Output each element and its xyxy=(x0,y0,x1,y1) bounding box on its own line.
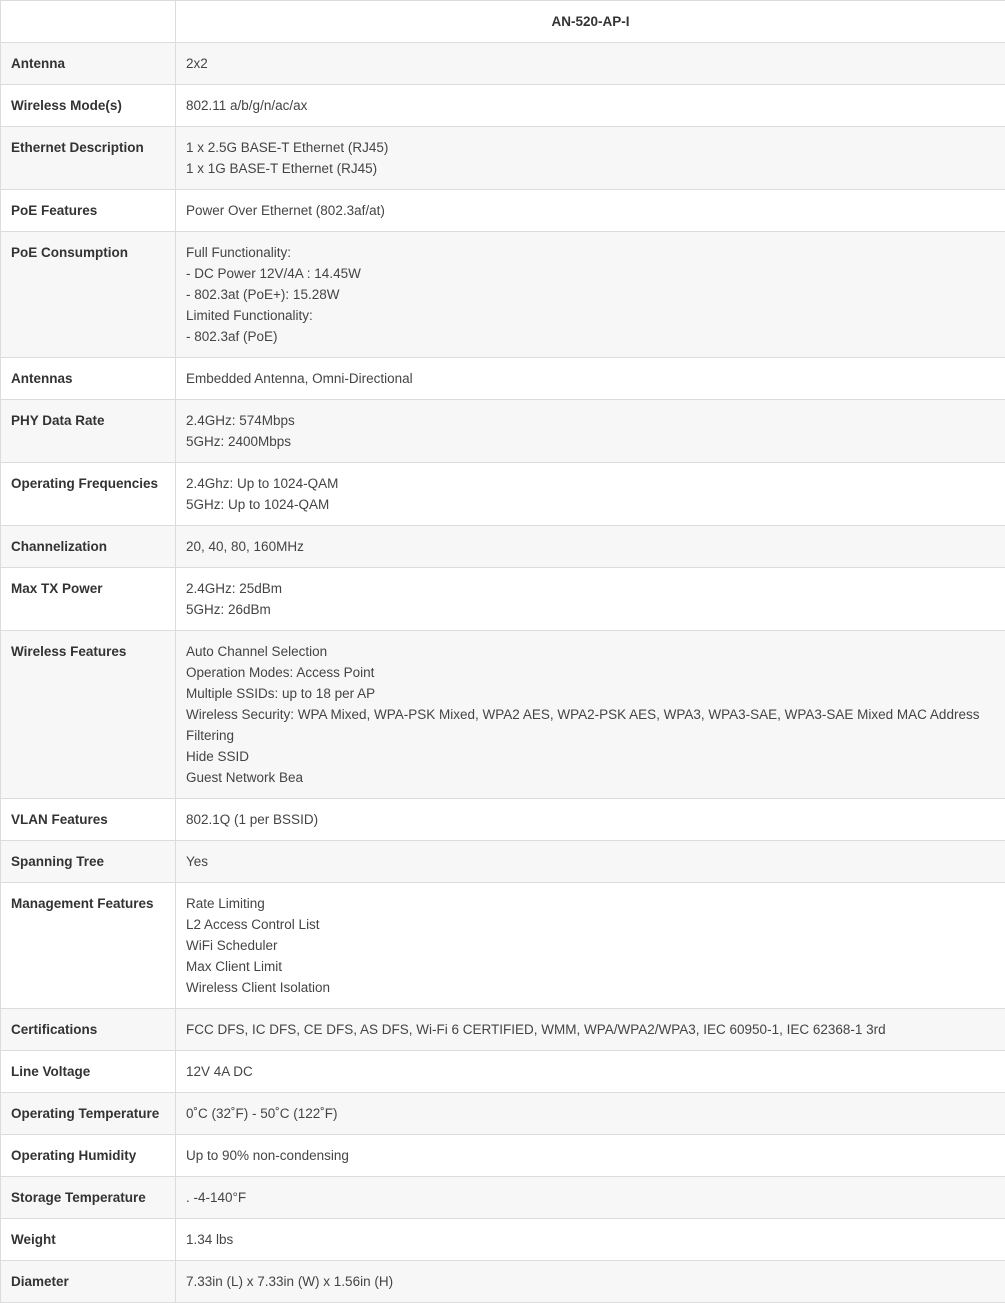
spec-label: Diameter xyxy=(1,1261,176,1303)
spec-value xyxy=(176,1093,1005,1135)
spec-value xyxy=(176,232,1005,358)
table-row xyxy=(1,232,1005,358)
spec-label: Certifications xyxy=(1,1009,176,1051)
spec-value-line: 20, 40, 80, 160MHz xyxy=(186,539,304,554)
table-row xyxy=(1,190,1005,232)
spec-label: Antenna xyxy=(1,43,176,85)
spec-label: Channelization xyxy=(1,526,176,568)
spec-value-line: Operation Modes: Access Point xyxy=(186,665,375,680)
table-row xyxy=(1,841,1005,883)
spec-value-line: Limited Functionality: xyxy=(186,308,313,323)
spec-value-line: 2.4GHz: 574Mbps xyxy=(186,413,295,428)
spec-value-line: 5GHz: 2400Mbps xyxy=(186,434,292,449)
spec-label: VLAN Features xyxy=(1,799,176,841)
spec-value-line: Wireless Client Isolation xyxy=(186,980,331,995)
spec-value xyxy=(176,799,1005,841)
spec-value-line: Rate Limiting xyxy=(186,896,265,911)
spec-value-line: 1 x 2.5G BASE-T Ethernet (RJ45) xyxy=(186,140,389,155)
spec-value-line: FCC DFS, IC DFS, CE DFS, AS DFS, Wi-Fi 6 CERTIFIED, WMM, WPA/WPA2/WPA3, IEC 60950-1, IEC 62368-1 3rd xyxy=(186,1022,886,1037)
spec-value xyxy=(176,463,1005,526)
spec-value-line: Auto Channel Selection xyxy=(186,644,328,659)
header-corner-cell xyxy=(1,1,176,43)
spec-value-line: Guest Network Bea xyxy=(186,770,304,785)
spec-value-line: Yes xyxy=(186,854,209,869)
spec-value-line: Embedded Antenna, Omni-Directional xyxy=(186,371,413,386)
spec-value xyxy=(176,190,1005,232)
spec-value xyxy=(176,568,1005,631)
table-row xyxy=(1,43,1005,85)
spec-label: Max TX Power xyxy=(1,568,176,631)
spec-value-line: 7.33in (L) x 7.33in (W) x 1.56in (H) xyxy=(186,1274,394,1289)
spec-value xyxy=(176,85,1005,127)
spec-value xyxy=(176,358,1005,400)
spec-value xyxy=(176,1135,1005,1177)
spec-value-line: Max Client Limit xyxy=(186,959,283,974)
spec-label: Wireless Features xyxy=(1,631,176,799)
spec-label: Management Features xyxy=(1,883,176,1009)
spec-value-line: 1.34 lbs xyxy=(186,1232,234,1247)
table-row xyxy=(1,1135,1005,1177)
spec-value-line: 5GHz: 26dBm xyxy=(186,602,271,617)
spec-table-body xyxy=(1,43,1005,1303)
spec-value-line: 2.4GHz: 25dBm xyxy=(186,581,283,596)
spec-label: PoE Features xyxy=(1,190,176,232)
spec-value-line: Hide SSID xyxy=(186,749,250,764)
spec-label: Line Voltage xyxy=(1,1051,176,1093)
spec-label: Antennas xyxy=(1,358,176,400)
header-row xyxy=(1,1,1005,43)
spec-value xyxy=(176,526,1005,568)
spec-label: PHY Data Rate xyxy=(1,400,176,463)
spec-value-line: L2 Access Control List xyxy=(186,917,320,932)
table-row xyxy=(1,1261,1005,1303)
spec-value-line: Wireless Security: WPA Mixed, WPA-PSK Mixed, WPA2 AES, WPA2-PSK AES, WPA3, WPA3-SAE, WPA3-SAE Mixed MAC Address Filtering xyxy=(186,707,980,743)
table-row xyxy=(1,568,1005,631)
header-model-cell: AN-520-AP-I xyxy=(176,1,1005,43)
spec-value-line: 12V 4A DC xyxy=(186,1064,253,1079)
table-row xyxy=(1,400,1005,463)
spec-value xyxy=(176,1261,1005,1303)
spec-value-line: 2x2 xyxy=(186,56,208,71)
spec-value-line: Full Functionality: xyxy=(186,245,292,260)
table-row xyxy=(1,631,1005,799)
spec-value-line: WiFi Scheduler xyxy=(186,938,278,953)
table-row xyxy=(1,1093,1005,1135)
table-row xyxy=(1,1051,1005,1093)
spec-label: Operating Humidity xyxy=(1,1135,176,1177)
spec-value-line: - 802.3af (PoE) xyxy=(186,329,278,344)
spec-value-line: 2.4Ghz: Up to 1024-QAM xyxy=(186,476,339,491)
table-row xyxy=(1,463,1005,526)
spec-value-line: 802.11 a/b/g/n/ac/ax xyxy=(186,98,308,113)
spec-value xyxy=(176,883,1005,1009)
spec-value xyxy=(176,1219,1005,1261)
spec-value-line: - 802.3at (PoE+): 15.28W xyxy=(186,287,340,302)
spec-value xyxy=(176,1051,1005,1093)
table-row xyxy=(1,85,1005,127)
spec-value-line: Power Over Ethernet (802.3af/at) xyxy=(186,203,385,218)
table-row xyxy=(1,799,1005,841)
spec-value-line: 1 x 1G BASE-T Ethernet (RJ45) xyxy=(186,161,378,176)
table-row xyxy=(1,1009,1005,1051)
spec-value xyxy=(176,43,1005,85)
spec-value-line: - DC Power 12V/4A : 14.45W xyxy=(186,266,361,281)
table-row xyxy=(1,1177,1005,1219)
spec-label: Weight xyxy=(1,1219,176,1261)
spec-value-line: 802.1Q (1 per BSSID) xyxy=(186,812,319,827)
spec-value xyxy=(176,631,1005,799)
table-row xyxy=(1,883,1005,1009)
spec-label: Operating Temperature xyxy=(1,1093,176,1135)
spec-label: Storage Temperature xyxy=(1,1177,176,1219)
spec-label: Wireless Mode(s) xyxy=(1,85,176,127)
spec-value xyxy=(176,400,1005,463)
spec-label: Ethernet Description xyxy=(1,127,176,190)
spec-value xyxy=(176,1009,1005,1051)
spec-value xyxy=(176,127,1005,190)
spec-value-line: 0˚C (32˚F) - 50˚C (122˚F) xyxy=(186,1106,338,1121)
spec-label: PoE Consumption xyxy=(1,232,176,358)
spec-value xyxy=(176,841,1005,883)
spec-value xyxy=(176,1177,1005,1219)
spec-value-line: Up to 90% non-condensing xyxy=(186,1148,349,1163)
spec-value-line: Multiple SSIDs: up to 18 per AP xyxy=(186,686,376,701)
spec-value-line: 5GHz: Up to 1024-QAM xyxy=(186,497,330,512)
spec-value-line: . -4-140°F xyxy=(186,1190,247,1205)
spec-label: Operating Frequencies xyxy=(1,463,176,526)
table-row xyxy=(1,1219,1005,1261)
table-row xyxy=(1,358,1005,400)
table-row xyxy=(1,526,1005,568)
table-row xyxy=(1,127,1005,190)
spec-label: Spanning Tree xyxy=(1,841,176,883)
